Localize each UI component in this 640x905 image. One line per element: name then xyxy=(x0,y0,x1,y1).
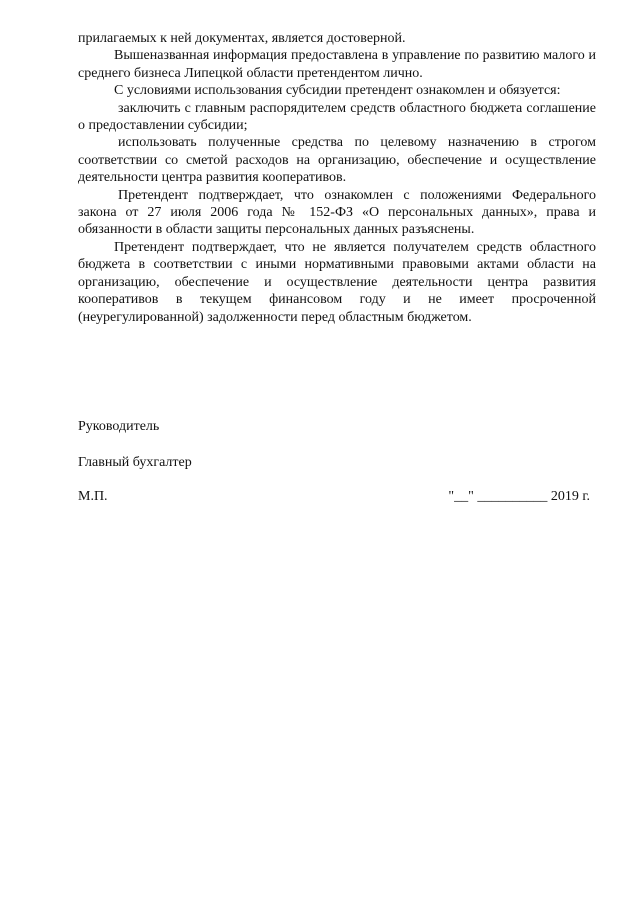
paragraph-use-funds: использовать полученные средства по целевому назначению в строгом соответствии со сметой расходов на организацию, обеспечение и осуществление деятельности центра развития кооперативов. xyxy=(78,135,596,186)
paragraph-subsidy-conditions: С условиями использования субсидии претендент ознакомлен и обязуется: xyxy=(114,83,561,99)
signature-head-label: Руководитель xyxy=(78,419,160,434)
paragraph-no-other-funds: Претендент подтверждает, что не является получателем средств областного бюджета в соответствии с иными нормативными правовыми актами области на организацию, обеспечение и осуществление деятельности центра развития кооперативов в текущем финансовом году и не имеет просроченной (неурегулированной) задолженности перед областным бюджетом. xyxy=(78,239,596,325)
document-body xyxy=(78,30,596,326)
paragraph-info-provided: Вышеназванная информация предоставлена в управление по развитию малого и среднего бизнеса Липецкой области претендентом лично. xyxy=(78,48,596,81)
signature-date: "__" __________ 2019 г. xyxy=(448,489,590,504)
seal-label: М.П. xyxy=(78,489,108,504)
paragraph-conclude-agreement: заключить с главным распорядителем средств областного бюджета соглашение о предоставлении субсидии; xyxy=(78,100,596,134)
signature-accountant-label: Главный бухгалтер xyxy=(78,455,192,470)
paragraph-continuation: прилагаемых к ней документах, является достоверной. xyxy=(78,31,406,46)
paragraph-personal-data: Претендент подтверждает, что ознакомлен с положениями Федерального закона от 27 июля 2006 года № 152-ФЗ «О персональных данных», права и обязанности в области защиты персональных данных разъяснены. xyxy=(78,187,596,238)
